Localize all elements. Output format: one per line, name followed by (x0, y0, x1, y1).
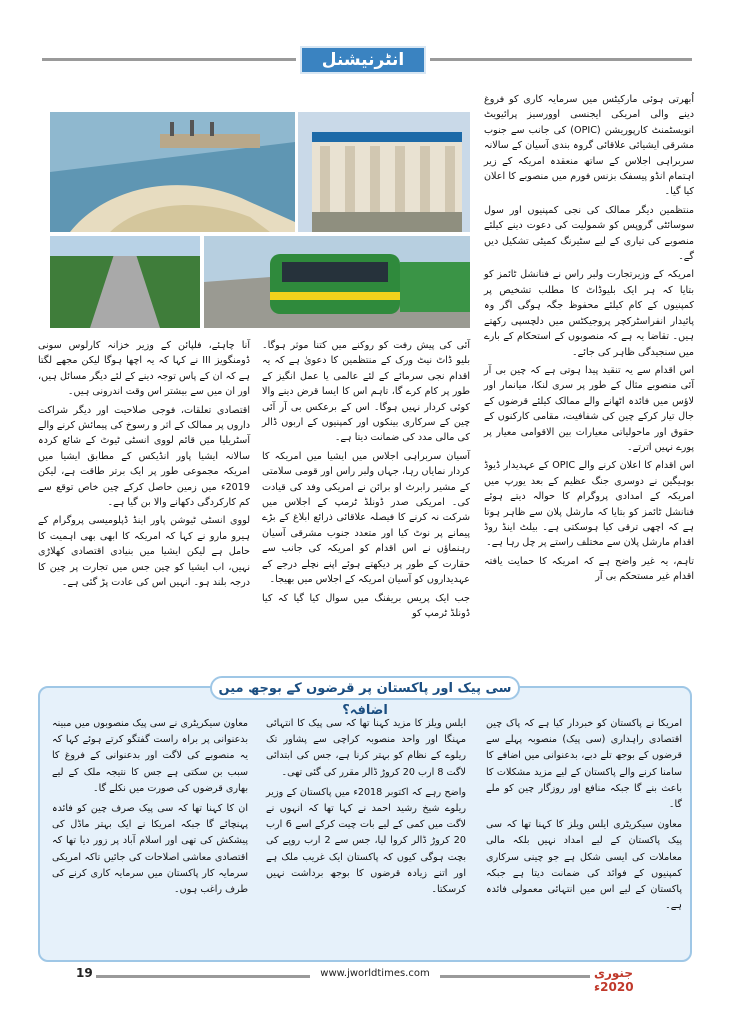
paragraph: آسیان سربراہی اجلاس میں ایشیا میں امریکہ کا کردار نمایاں رہا، جہاں ولبر راس اور قومی سلامتی کے مشیر رابرٹ او برائن نے امریکی وفد کی قیادت کی۔ امریکی صدر ڈونلڈ ٹرمپ کے اجلاس میں شرکت نہ کرنے کا فیصلہ علاقائی ذرائع ابلاغ کے بڑے پیمانے پر نوٹ کیا اور متعدد جنوب مشرقی آسیان رہنماؤں نے اس اقدام کو امریکہ کی جانب سے حقارت کے طور پر دیکھتے ہوئے اپنے نچلے درجے کے عہدیداروں کو آسیان امریکہ کے اجلاس میں بھیجا۔ (262, 450, 470, 586)
feature-column-middle (266, 716, 466, 902)
paragraph: تاہم، یہ غیر واضح ہے کہ امریکہ کا حمایت یافتہ اقدام غیر مستحکم بی آر (484, 555, 694, 583)
header-rule-right (430, 58, 692, 61)
paragraph: اس اقدام سے یہ تنقید پیدا ہوتی ہے کہ چین بی آر آئی منصوبے مثال کے طور پر سری لنکا، میانمار اور لاؤس میں فائدہ اٹھانے والے ممالک کیلئے قرضوں کے جال تیار کرکے چین کی شفافیت، مقامی کارکنوں کے حقوق اور ماحولیاتی معیارات بین الاقوامی معیار پر پورے نہیں اترتے۔ (484, 364, 694, 453)
paragraph: اُبھرتی ہوئی مارکیٹس میں سرمایہ کاری کو فروغ دینے والی امریکی ایجنسی اوورسیز پرائیویٹ انویسٹمنٹ کارپوریشن (OPIC) کی جانب سے جنوب مشرقی ایشیائی علاقائی گروہ بندی آسیان کے سالانہ سربراہی اجلاس کے ساتھ منعقدہ امریکہ کے زیر اہتمام انڈو پیسفک بزنس فورم میں منصوبے کا اعلان کیا گیا۔ (484, 94, 694, 198)
issue-date: جنوری 2020ء (594, 966, 634, 994)
paragraph: آئی کی پیش رفت کو روکنے میں کتنا موثر ہوگا۔ بلیو ڈاٹ نیٹ ورک کے منتظمین کا دعویٰ ہے کہ یہ اقدام نجی سرمائے کے لئے عالمی یا عمل انگیز کے طور پر کام کرے گا، تاہم اس کا ایسا قرض دینے والا کوئی کردار نہیں ہوگا۔ اس کے برعکس بی آر آئی چین کے سرکاری بینکوں اور کمپنیوں کے اربوں ڈالر کی مالی مدد کی ضمانت دیتا ہے۔ (262, 340, 470, 444)
paragraph: لووی انسٹی ٹیوشن پاور اینڈ ڈپلومیسی پروگرام کے ہیرو مارو نے کہا کہ امریکہ کا ابھی بھی اہمیت کا حامل ہے لیکن ایشیا میں بنیادی اقتصادی کھلاڑی نہیں، اب ایشیا کو چین جس میں تجارت پر چین کا درجہ بلند ہو۔ انہیں اس کی عادت پڑ گئی ہے۔ (38, 515, 250, 589)
paragraph: واضح رہے کہ اکتوبر 2018ء میں پاکستان کے وزیر ریلوے شیخ رشید احمد نے کہا تھا کہ انہوں نے لاگت میں کمی کے لیے بات چیت کرکے اسے 6 ارب 20 کروڑ ڈالر کروا لیا، جس سے 2 ارب روپے کی بچت ہوگی کیوں کہ پاکستان ایک غریب ملک ہے اور اتنے زیادہ قرضوں کا بوجھ برداشت نہیں کرسکتا۔ (266, 786, 466, 896)
paragraph: ان کا کہنا تھا کہ سی پیک صرف چین کو فائدہ پہنچائے گا جبکہ امریکا نے ایک بہتر ماڈل کی پیشکش کی تھی اور اسلام آباد پر زور دیا تھا کہ اقتصادی معاشی اصلاحات کی جائیں تاکہ امریکی سرمایہ کار پاکستان میں سرمایہ کاری کرنے کی طرف راغب ہوں۔ (52, 803, 248, 896)
paragraph: امریکہ کے وزیرتجارت ولبر راس نے فنانشل ٹائمز کو بتایا کہ ہر ایک بلیوڈاٹ کا مطلب تشخیص پر کمپنیوں کے کام کیلئے محفوظ جگہ ہوگی اگر وہ پائیدار انفراسٹرکچر پروجیکٹس میں دلچسپی رکھتے ہیں۔ تقاضا یہ ہے کہ منصوبوں کے استحکام کے بارے میں سنجیدگی ظاہر کی جائے۔ (484, 269, 694, 358)
feature-box-title: سی پیک اور پاکستان پر قرضوں کے بوجھ میں اضافہ؟ (210, 676, 520, 700)
photo-collage (50, 112, 470, 328)
paragraph: معاون سیکریٹری ایلس ویلز کا کہنا تھا کہ سی پیک پاکستان کے لیے امداد نہیں بلکہ مالی معاملات کی ایسی شکل ہے جو چینی سرکاری کمپنیوں کے فوائد کی ضمانت دیتا ہے جبکہ پاکستان کے لیے اس میں انتہائی معمولی فائدہ ہے۔ (486, 819, 682, 912)
article-column-left (38, 338, 250, 594)
page-number: 19 (76, 966, 93, 980)
header-rule-left (42, 58, 296, 61)
footer-rule-right (440, 975, 590, 978)
paragraph: آنا چاہئے، فلپائن کے وزیر خزانہ کارلوس سونی ڈومنگویز III نے کہا کہ یہ اچھا ہوگا لیکن مجھے لگتا ہے کہ ان کے پاس توجہ دینے کے لئے دیگر مسائل ہیں، اور ان میں سے بیشتر اس وقت اندرونی ہیں۔ (38, 340, 250, 398)
footer-rule-left (96, 975, 310, 978)
feature-box (38, 681, 692, 962)
paragraph: امریکا نے پاکستان کو خبردار کیا ہے کہ پاک چین اقتصادی راہداری (سی پیک) منصوبہ پہلے سے قرضوں کے بوجھ تلے دبے، بدعنوانی میں اضافے کا سامنا کرنے والے پاکستان کے لیے مزید مشکلات کا باعث بنے گا جبکہ منافع اور روزگار چین کو ملے گا۔ (486, 718, 682, 811)
paragraph: جب ایک پریس بریفنگ میں سوال کیا گیا کہ کیا ڈونلڈ ٹرمپ کو (262, 592, 470, 619)
article-column-middle (262, 338, 470, 624)
section-title: انٹرنیشنل (300, 46, 426, 74)
paragraph: معاون سیکریٹری نے سی پیک منصوبوں میں مبینہ بدعنوانی پر براہ راست گفتگو کرتے ہوئے کہا کہ یہ منصوبے کی لاگت اور بدعنوانی کے فروغ کا سبب بن سکتی ہے جس کا نتیجہ ملک کے لیے بھاری قرضوں کی صورت میں نکلے گا۔ (52, 718, 248, 794)
feature-column-left (52, 716, 248, 902)
paragraph: منتظمین دیگر ممالک کی نجی کمپنیوں اور سول سوسائٹی گروپس کو شمولیت کی دعوت دینے کیلئے منصوبے کی تیاری کے لیے سٹیرنگ کمیٹی تشکیل دیں گے۔ (484, 204, 694, 263)
article-column-right (484, 92, 694, 588)
footer-url: www.jworldtimes.com (320, 968, 430, 979)
paragraph: ایلس ویلز کا مزید کہنا تھا کہ سی پیک کا انتہائی مہنگا اور واحد منصوبہ کراچی سے پشاور تک ریلوے کے نظام کو بہتر کرنا ہے، جس کی ابتدائی لاگت 8 ارب 20 کروڑ ڈالر مقرر کی گئی تھی۔ (266, 718, 466, 778)
feature-column-right (486, 716, 682, 918)
paragraph: اس اقدام کا اعلان کرنے والے OPIC کے عہدیدار ڈیوڈ بوہیگین نے دوسری جنگ عظیم کے بعد یورپ میں امریکہ کے امدادی پروگرام کا حوالہ دیتے ہوئے فنانشل ٹائمز کو بتایا کہ مارشل پلان سے ظاہر ہوتا ہے کہ اچھی ترقی کیا ہوسکتی ہے۔ بیلٹ اینڈ روڈ اقدام مارشل پلان سے مختلف راستے پر چل رہا ہے۔ (484, 460, 694, 549)
paragraph: اقتصادی تعلقات، فوجی صلاحیت اور دیگر شراکت داروں پر ممالک کے اثر و رسوخ کی پیمائش کرنے والے آسٹریلیا میں قائم لووی انسٹی ٹیوٹ کے شائع کردہ سالانہ ایشیا پاور انڈیکس کے مطابق ایشیا میں امریکہ مجموعی طور پر ایک برتر طاقت ہے، لیکن 2019ء میں زمین حاصل کرکے چین خاص توقع سے کم کارکردگی دکھانے والا بن گیا ہے۔ (38, 404, 250, 509)
